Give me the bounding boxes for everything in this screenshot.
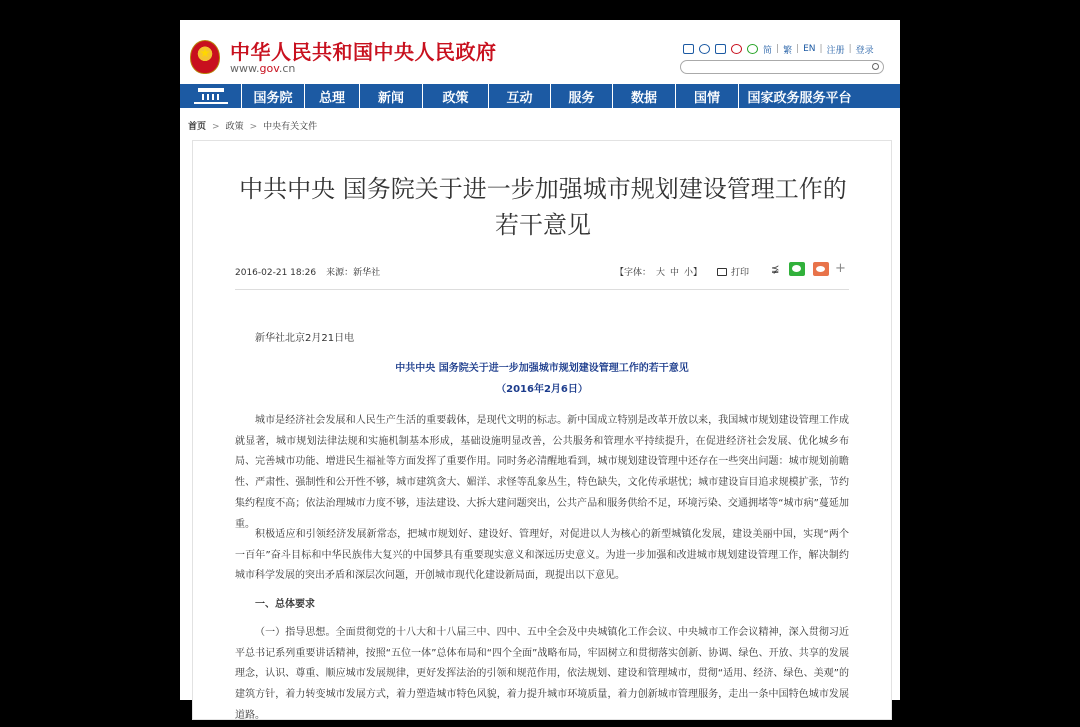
breadcrumb-home[interactable]: 首页 (188, 122, 207, 132)
national-emblem-icon[interactable] (190, 40, 220, 74)
site-title[interactable]: 中华人民共和国中央人民政府 (230, 40, 497, 64)
divider: | (796, 44, 800, 54)
article-meta (235, 261, 849, 290)
site-header (180, 20, 900, 84)
register-link[interactable]: 注册 (826, 45, 845, 56)
nav-home[interactable] (180, 84, 242, 108)
font-size-medium[interactable]: 中 (670, 268, 680, 278)
site-url-suffix: .cn (278, 62, 296, 75)
chevron-right-icon: > (212, 122, 220, 132)
nav-item-premier[interactable]: 总理 (305, 84, 360, 108)
chevron-right-icon: > (249, 122, 258, 132)
document-title: 中共中央 国务院关于进一步加强城市规划建设管理工作的若干意见 (395, 363, 689, 374)
breadcrumb-policy[interactable]: 政策 (225, 122, 244, 132)
divider: | (776, 44, 780, 54)
font-size-label: 【字体： (615, 268, 652, 278)
nav-item-interaction[interactable]: 互动 (489, 84, 551, 108)
nav-item-policy[interactable]: 政策 (423, 84, 489, 108)
wechat-icon[interactable] (747, 44, 758, 54)
font-size-large[interactable]: 大 (656, 268, 666, 278)
article-date-source (235, 265, 380, 278)
nav-item-gov-service-platform[interactable]: 国家政务服务平台 (747, 90, 852, 106)
print-icon (717, 268, 727, 276)
nav-item-state-council[interactable]: 国务院 (242, 84, 305, 108)
page (180, 20, 900, 721)
main-nav (180, 84, 900, 108)
top-links (683, 42, 874, 56)
email-icon[interactable] (683, 44, 694, 54)
print-label: 打印 (731, 268, 750, 278)
login-link[interactable]: 登录 (855, 45, 874, 56)
search-icon[interactable] (872, 63, 879, 70)
paragraph: 积极适应和引领经济发展新常态，把城市规划好、建设好、管理好，对促进以人为核心的新型城镇化发展，建设美丽中国，实现“两个一百年”奋斗目标和中华民族伟大复兴的中国梦具有重要现实意义和深远历史意义。为进一步加强和改进城市规划建设管理工作，解决制约城市科学发展的突出矛盾和深层次问题，开创城市现代化建设新局面，现提出以下意见。 (235, 529, 849, 582)
weibo-icon[interactable] (731, 44, 742, 54)
weibo-share-icon[interactable] (813, 262, 829, 276)
font-size-control (615, 265, 702, 278)
font-size-small[interactable]: 小】 (684, 268, 703, 278)
paragraph: （一）指导思想。全面贯彻党的十八大和十八届三中、四中、五中全会及中央城镇化工作会议、中央城市工作会议精神，深入贯彻习近平总书记系列重要讲话精神，按照“五位一体”总体布局和“四个全面”战略布局，牢固树立和贯彻落实创新、协调、绿色、开放、共享的发展理念，认识、尊重、顺应城市发展规律，更好发挥法治的引领和规范作用，依法规划、建设和管理城市，贯彻“适用、经济、绿色、美观”的建筑方针，着力转变城市发展方式，着力塑造城市特色风貌，着力提升城市环境质量，着力创新城市管理服务，走出一条中国特色城市发展道路。 (235, 627, 849, 721)
section-heading: 一、总体要求 (255, 599, 315, 610)
divider: | (819, 44, 823, 54)
breadcrumb (188, 119, 317, 132)
search-input[interactable] (680, 60, 884, 74)
paragraph: 城市是经济社会发展和人民生产生活的重要载体，是现代文明的标志。新中国成立特别是改革开放以来，我国城市规划建设管理工作成就显著，城市规划法律法规和实施机制基本形成，基础设施明显改善，公共服务和管理水平持续提升，在促进经济社会发展、优化城乡布局、完善城市功能、增进民生福祉等方面发挥了重要作用。同时务必清醒地看到，城市规划建设管理中还存在一些突出问题：城市规划前瞻性、严肃性、强制性和公开性不够，城市建筑贪大、媚洋、求怪等乱象丛生，特色缺失，文化传承堪忧；城市建设盲目追求规模扩张，节约集约程度不高；依法治理城市力度不够，违法建设、大拆大建问题突出，公共产品和服务供给不足，环境污染、交通拥堵等“城市病”蔓延加重。 (235, 415, 849, 530)
article-date: 2016-02-21 18:26 (235, 268, 317, 278)
document-date: （2016年2月6日） (496, 384, 588, 395)
article-title: 中共中央 国务院关于进一步加强城市规划建设管理工作的若干意见 (239, 175, 847, 239)
nav-item-news[interactable]: 新闻 (360, 84, 423, 108)
mobile-icon[interactable] (715, 44, 726, 54)
dateline: 新华社北京2月21日电 (255, 333, 355, 344)
nav-item-national-info[interactable]: 国情 (676, 84, 739, 108)
rss-icon[interactable] (699, 44, 710, 54)
site-url (230, 62, 295, 75)
nav-item-data[interactable]: 数据 (613, 84, 676, 108)
traditional-chinese-link[interactable]: 繁 (783, 45, 793, 56)
tiananmen-home-icon[interactable] (194, 88, 228, 104)
wechat-share-icon[interactable] (789, 262, 805, 276)
source-label: 来源： (326, 268, 354, 278)
english-link[interactable]: EN (803, 44, 816, 54)
site-url-accent: gov (259, 62, 279, 75)
share-icon[interactable]: ⪵ (771, 264, 780, 275)
site-url-prefix: www. (230, 62, 260, 75)
divider: | (848, 44, 852, 54)
article-container (192, 140, 892, 720)
print-button[interactable] (717, 265, 749, 278)
simplified-chinese-link[interactable]: 简 (763, 45, 773, 56)
breadcrumb-central-documents[interactable]: 中央有关文件 (263, 122, 318, 132)
article-source: 新华社 (353, 268, 381, 278)
more-share-button[interactable]: + (835, 261, 846, 276)
nav-item-services[interactable]: 服务 (551, 84, 613, 108)
